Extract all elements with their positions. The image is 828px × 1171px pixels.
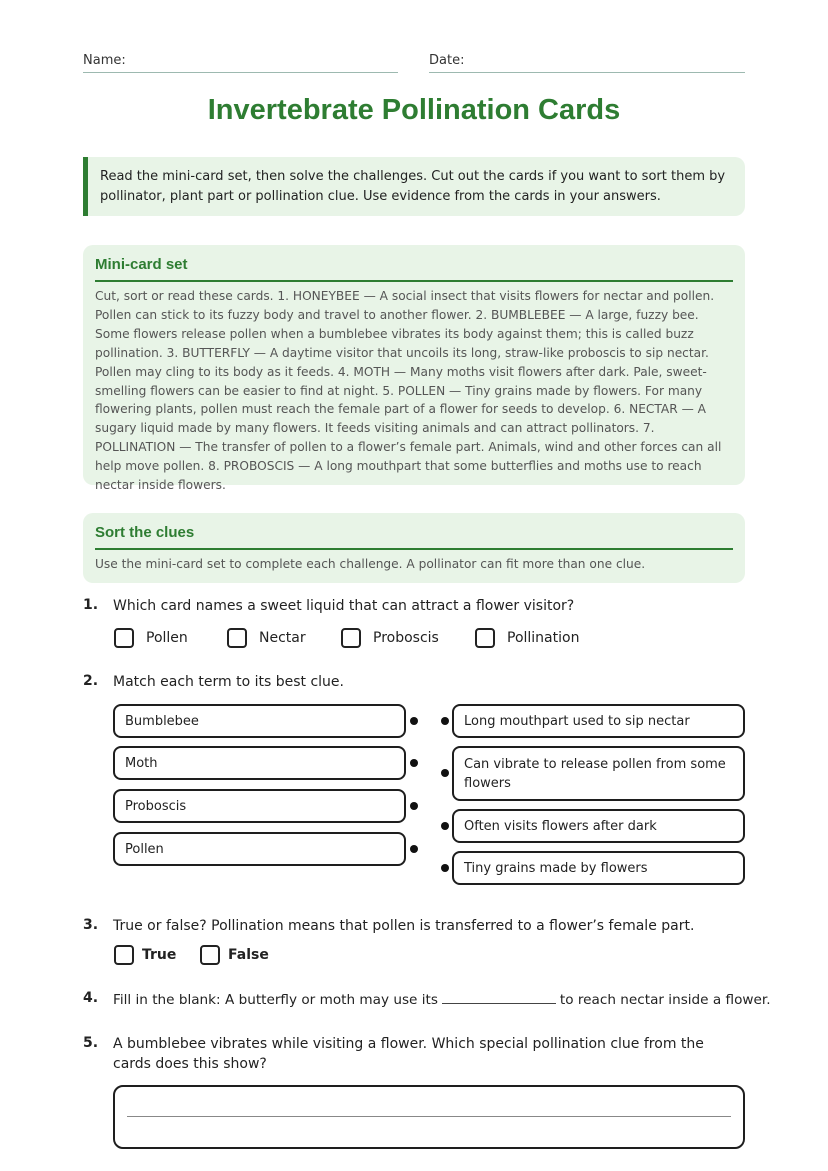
q5-number: 5. (83, 1035, 99, 1051)
clue-label: Tiny grains made by flowers (464, 860, 648, 876)
clue-connector-dot[interactable] (441, 717, 449, 725)
intro-text: Read the mini-card set, then solve the challenges. Cut out the cards if you want to sort them by pollinator, plant part or pollination clue. Use evidence from the cards in your answers. (100, 169, 726, 204)
term-label: Pollen (125, 841, 164, 857)
term-connector-dot[interactable] (410, 717, 418, 725)
option-label: False (228, 947, 269, 963)
q5-answer-box[interactable] (113, 1085, 745, 1149)
clue-connector-dot[interactable] (441, 864, 449, 872)
minicard-panel (83, 245, 745, 493)
term-connector-dot[interactable] (410, 802, 418, 810)
clue-label: Often visits flowers after dark (464, 818, 657, 834)
checkbox[interactable] (475, 628, 495, 648)
clue-connector-dot[interactable] (441, 769, 449, 777)
option-label: Proboscis (373, 630, 439, 646)
answer-line (127, 1116, 731, 1117)
term-card-proboscis[interactable] (113, 789, 406, 823)
q1-number: 1. (83, 597, 99, 613)
sort-heading: Sort the clues (95, 513, 733, 550)
sort-text: Use the mini-card set to complete each challenge. A pollinator can fit more than one clue. (95, 557, 646, 571)
clue-connector-dot[interactable] (441, 822, 449, 830)
q3-option-false[interactable] (200, 945, 269, 965)
q1-text: Which card names a sweet liquid that can attract a flower visitor? (113, 598, 575, 614)
q1-option-nectar[interactable] (227, 628, 306, 648)
term-label: Proboscis (125, 798, 187, 814)
clue-card-after-dark[interactable] (452, 809, 745, 843)
q4-blank-field[interactable] (442, 989, 556, 1004)
term-label: Bumblebee (125, 713, 199, 729)
option-label: Pollination (507, 630, 580, 646)
date-field[interactable] (429, 72, 745, 73)
intro-callout (83, 157, 745, 216)
clue-card-mouthpart[interactable] (452, 704, 745, 738)
q3-option-true[interactable] (114, 945, 176, 965)
option-label: Nectar (259, 630, 306, 646)
q2-text: Match each term to its best clue. (113, 674, 344, 690)
clue-card-tiny-grains[interactable] (452, 851, 745, 885)
q1-option-proboscis[interactable] (341, 628, 439, 648)
term-connector-dot[interactable] (410, 845, 418, 853)
q4-text-after: to reach nectar inside a flower. (559, 992, 771, 1008)
minicard-text: Cut, sort or read these cards. 1. HONEYBEE — A social insect that visits flowers for nectar and pollen. Pollen can stick to its fuzzy body and travel to another flower. 2. BUMBLEBEE — A large, fuzzy bee. Some flowers release pollen when a bumblebee vibrates its body against them; this is called buzz pollination. 3. BUTTERFLY — A daytime visitor that uncoils its long, straw-like proboscis to sip nectar. Pollen may cling to its body as it feeds. 4. MOTH — Many moths visit flowers after dark. Pale, sweet-smelling flowers can be easier to find at night. 5. POLLEN — Tiny grains made by flowers. For many flowering plants, pollen must reach the female part of a flower for seeds to develop. 6. NECTAR — A sugary liquid made by many flowers. It feeds visiting animals and can attract pollinators. 7. POLLINATION — The transfer of pollen to a flower’s female part. Animals, wind and other forces can all help move pollen. 8. PROBOSCIS — A long mouthpart that some butterflies and moths use to reach nectar inside flowers. (95, 289, 722, 493)
term-card-bumblebee[interactable] (113, 704, 406, 738)
minicard-heading: Mini-card set (95, 245, 733, 282)
clue-card-vibrate[interactable] (452, 746, 745, 801)
page-title: Invertebrate Pollination Cards (207, 94, 621, 126)
q2-number: 2. (83, 673, 99, 689)
sort-panel (83, 513, 745, 583)
option-label: True (142, 947, 177, 963)
term-card-pollen[interactable] (113, 832, 406, 866)
checkbox[interactable] (114, 945, 134, 965)
q3-text: True or false? Pollination means that pollen is transferred to a flower’s female part. (113, 918, 695, 934)
q1-option-pollen[interactable] (114, 628, 188, 648)
q5-text: A bumblebee vibrates while visiting a flower. Which special pollination clue from the cards does this show? (113, 1036, 704, 1072)
checkbox[interactable] (227, 628, 247, 648)
q1-option-pollination[interactable] (475, 628, 579, 648)
name-field[interactable] (83, 72, 398, 73)
name-label: Name: (83, 53, 126, 68)
q4-text-before: Fill in the blank: A butterfly or moth may use its (113, 992, 438, 1008)
checkbox[interactable] (200, 945, 220, 965)
option-label: Pollen (146, 630, 188, 646)
checkbox[interactable] (114, 628, 134, 648)
checkbox[interactable] (341, 628, 361, 648)
q4-text (113, 989, 771, 1010)
date-label: Date: (429, 53, 465, 68)
term-connector-dot[interactable] (410, 759, 418, 767)
term-card-moth[interactable] (113, 746, 406, 780)
clue-label: Long mouthpart used to sip nectar (464, 713, 690, 729)
term-label: Moth (125, 755, 158, 771)
q3-number: 3. (83, 917, 99, 933)
clue-label: Can vibrate to release pollen from some flowers (464, 756, 726, 791)
q4-number: 4. (83, 990, 99, 1006)
